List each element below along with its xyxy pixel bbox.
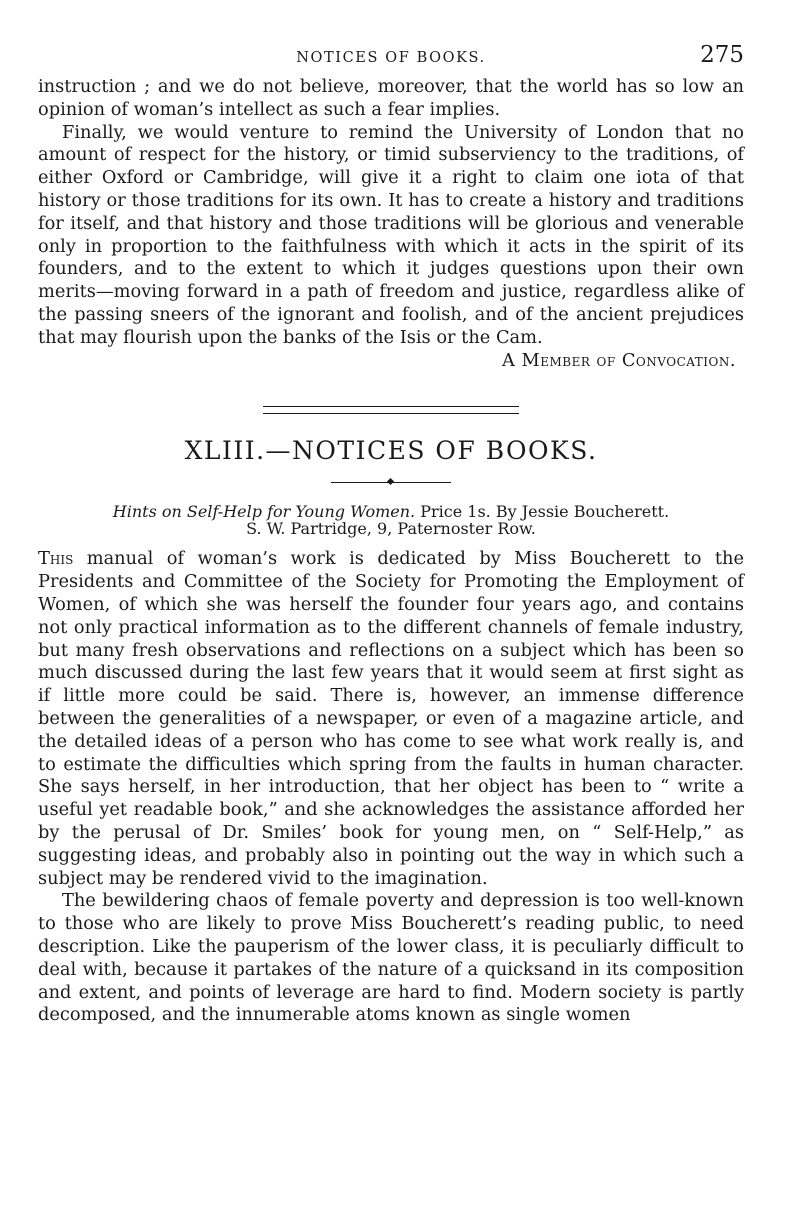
book-citation xyxy=(38,503,744,537)
section-divider-rule xyxy=(263,406,519,414)
book-page xyxy=(38,42,744,1027)
review-paragraph xyxy=(38,548,744,890)
running-title: NOTICES OF BOOKS. xyxy=(296,50,486,66)
review-paragraph-text: manual of woman’s work is dedicated by Miss Boucherett to the Presidents and Committee of the Society for Promoting the Employment of Women, of which she was herself the founder four years ago, and contains not only practical information as to the different channels of female industry, but many fresh observations and reflections on a subject which has been so much discussed during the last few years that it would seem at first sight as if little more could be said. There is, however, an immense difference between the generalities of a newspaper, or even of a magazine article, and the detailed ideas of a person who has come to see what work really is, and to estimate the difficulties which spring from the faults in human character. She says herself, in her introduction, that her object has been to “ write a useful yet readable book,” and she acknowledges the assistance afforded her by the perusal of Dr. Smiles’ book for young men, on “ Self-Help,” as suggesting ideas, and probably also in pointing out the way in which such a subject may be rendered vivid to the imagination. xyxy=(38,548,744,889)
ornament-divider xyxy=(331,477,451,487)
letter-paragraph: instruction ; and we do not believe, moreover, that the world has so low an opinion of woman’s intellect as such a fear implies. xyxy=(38,76,744,120)
section-title: XLIII.—NOTICES OF BOOKS. xyxy=(184,436,598,466)
publisher-line: S. W. Partridge, 9, Paternoster Row. xyxy=(246,519,536,539)
running-head xyxy=(38,42,744,76)
book-title: Hints on Self-Help for Young Women. xyxy=(112,502,416,522)
diamond-icon xyxy=(387,478,394,485)
citation-line-1 xyxy=(38,503,744,520)
lead-in-word: This xyxy=(38,548,74,570)
letter-conclusion xyxy=(38,76,744,372)
review-paragraph: The bewildering chaos of female poverty and depression is too well-known to those who are likely to prove Miss Boucherett’s reading public, to need description. Like the pauperism of the lower class, it is peculiarly difficult to deal with, because it partakes of the nature of a quicksand in its composition and extent, and points of leverage are hard to find. Modern society is partly decomposed, and the innumerable atoms known as single women xyxy=(38,890,744,1026)
review-body xyxy=(38,548,744,1027)
letter-signature: A Member of Convocation. xyxy=(502,349,736,371)
letter-paragraph: Finally, we would venture to remind the University of London that no amount of respect for the history, or timid subserviency to the traditions, of either Oxford or Cambridge, will give it a right to claim one iota of that history or those traditions for its own. It has to create a history and traditions for itself, and that history and those traditions will be glorious and venerable only in proportion to the faithfulness with which it acts in the spirit of its founders, and to the extent to which it judges questions upon their own merits—moving forward in a path of freedom and justice, regardless alike of the passing sneers of the ignorant and foolish, and of the ancient prejudices that may flourish upon the banks of the Isis or the Cam. xyxy=(38,121,744,348)
book-details: Price 1s. By Jessie Boucherett. xyxy=(420,502,670,522)
page-number: 275 xyxy=(700,42,744,68)
